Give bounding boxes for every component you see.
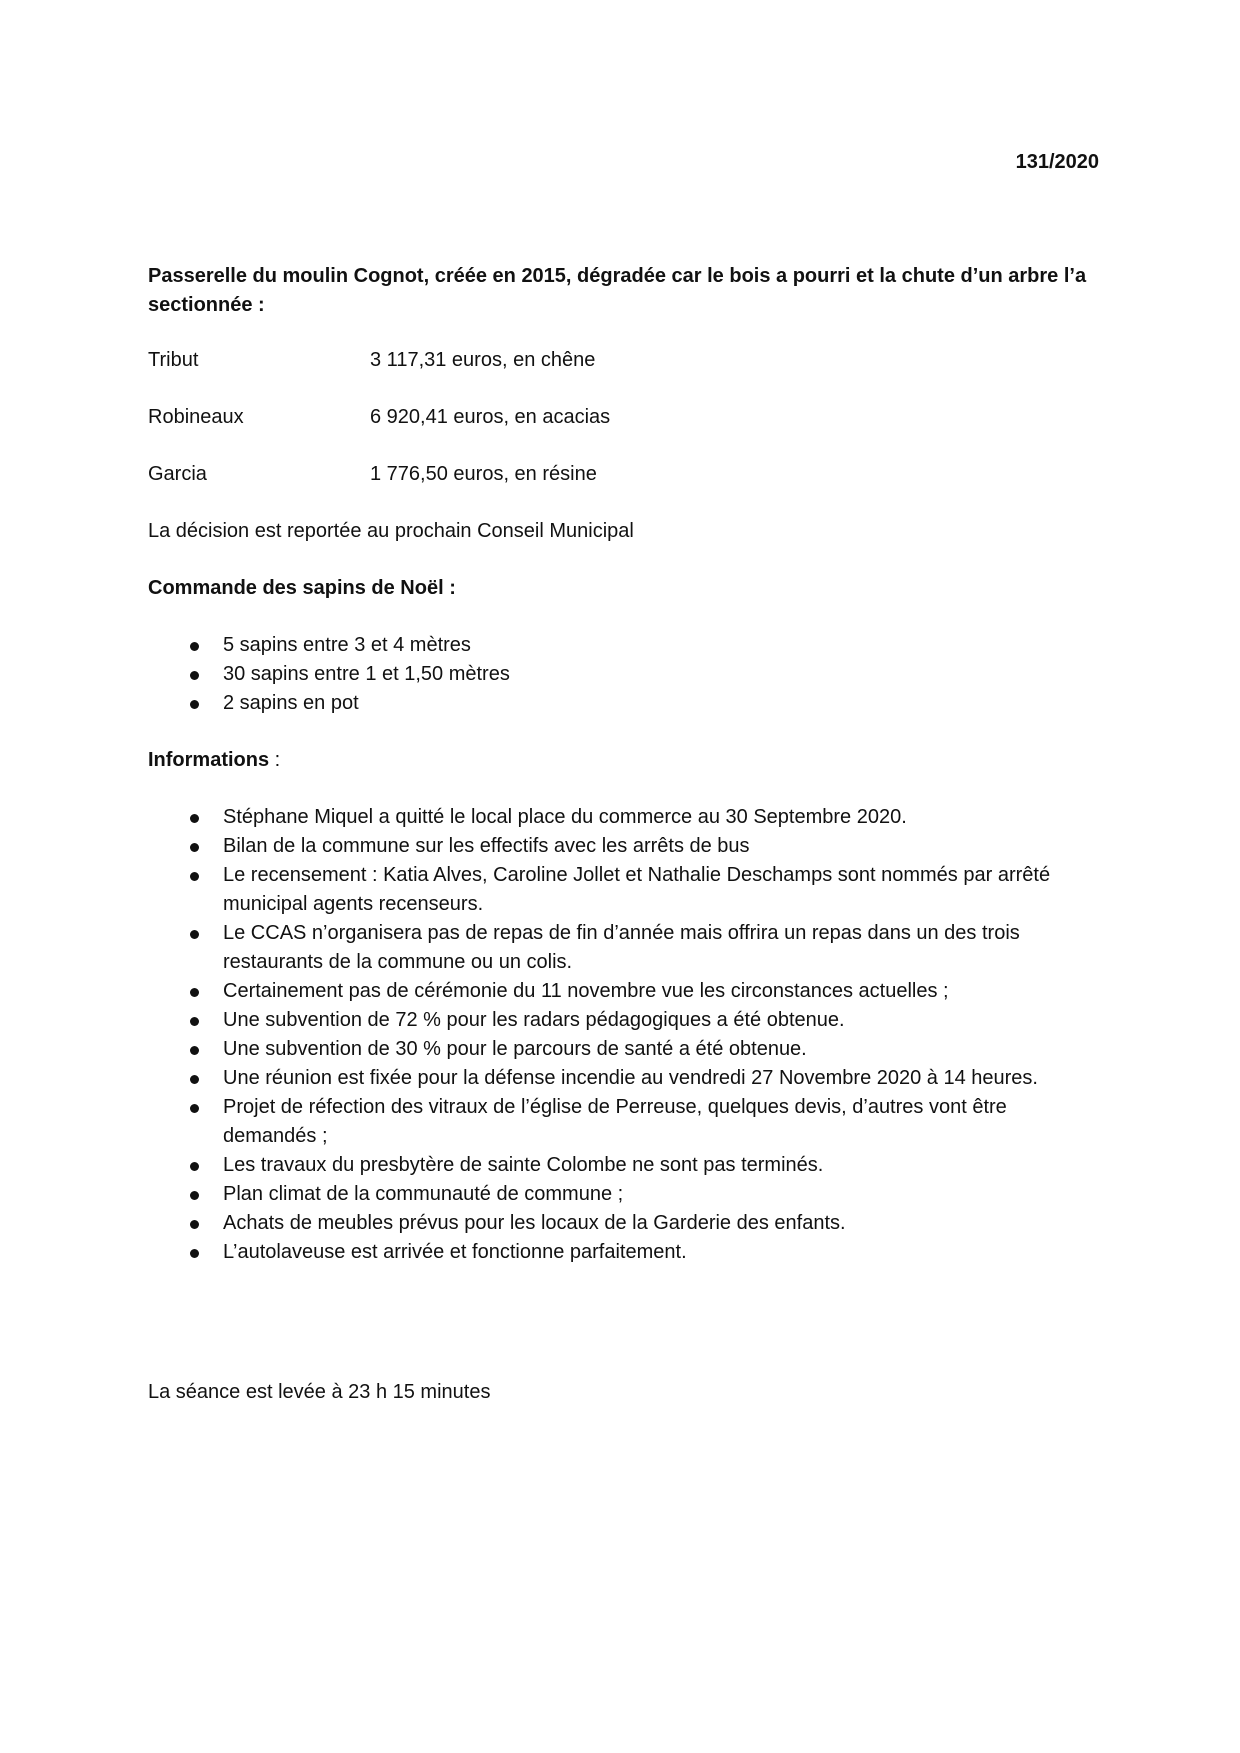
- informations-heading: [148, 746, 1098, 775]
- passerelle-heading: Passerelle du moulin Cognot, créée en 2015, dégradée car le bois a pourri et la chute d’un arbre l’a sectionnée :: [148, 265, 1087, 316]
- bullet-icon: [190, 843, 199, 852]
- bullet-icon: [190, 1162, 199, 1171]
- quote-vendor: Tribut: [148, 349, 199, 371]
- list-item-text: Le recensement : Katia Alves, Caroline Jollet et Nathalie Deschamps sont nommés par arrêté municipal agents recenseurs.: [223, 864, 1051, 915]
- page-number: 131/2020: [1015, 151, 1099, 173]
- closing-text: La séance est levée à 23 h 15 minutes: [148, 1381, 491, 1403]
- list-item: [148, 1209, 1098, 1238]
- list-item: [148, 631, 1098, 660]
- quote-vendor: Robineaux: [148, 406, 244, 428]
- quote-vendor: Garcia: [148, 463, 207, 485]
- list-item: [148, 832, 1098, 861]
- list-item-text: Projet de réfection des vitraux de l’église de Perreuse, quelques devis, d’autres vont être demandés ;: [223, 1096, 1007, 1147]
- list-item: [148, 1151, 1098, 1180]
- list-item-text: Les travaux du presbytère de sainte Colombe ne sont pas terminés.: [223, 1154, 824, 1176]
- list-item-text: Une réunion est fixée pour la défense incendie au vendredi 27 Novembre 2020 à 14 heures.: [223, 1067, 1038, 1089]
- bullet-icon: [190, 700, 199, 709]
- bullet-icon: [190, 1104, 199, 1113]
- bullet-icon: [190, 1017, 199, 1026]
- bullet-icon: [190, 1249, 199, 1258]
- sapins-list: [148, 631, 1098, 718]
- list-item: [148, 977, 1098, 1006]
- quote-row: [148, 346, 1098, 375]
- list-item-text: 5 sapins entre 3 et 4 mètres: [223, 634, 471, 656]
- bullet-icon: [190, 1220, 199, 1229]
- list-item: [148, 1064, 1098, 1093]
- list-item: [148, 1180, 1098, 1209]
- list-item: [148, 803, 1098, 832]
- bullet-icon: [190, 814, 199, 823]
- list-item-text: L’autolaveuse est arrivée et fonctionne parfaitement.: [223, 1241, 687, 1263]
- list-item: [148, 660, 1098, 689]
- informations-heading-label: Informations: [148, 749, 270, 771]
- list-item-text: Une subvention de 72 % pour les radars pédagogiques a été obtenue.: [223, 1009, 845, 1031]
- quote-row: [148, 460, 1098, 489]
- informations-list: [148, 803, 1098, 1267]
- decision-text: La décision est reportée au prochain Conseil Municipal: [148, 520, 634, 542]
- quote-amount: 1 776,50 euros, en résine: [370, 463, 597, 485]
- list-item: [148, 1093, 1098, 1151]
- list-item-text: Achats de meubles prévus pour les locaux de la Garderie des enfants.: [223, 1212, 846, 1234]
- list-item-text: 30 sapins entre 1 et 1,50 mètres: [223, 663, 510, 685]
- list-item-text: Une subvention de 30 % pour le parcours de santé a été obtenue.: [223, 1038, 807, 1060]
- bullet-icon: [190, 930, 199, 939]
- list-item-text: 2 sapins en pot: [223, 692, 359, 714]
- bullet-icon: [190, 642, 199, 651]
- list-item: [148, 1238, 1098, 1267]
- bullet-icon: [190, 988, 199, 997]
- document-body: [148, 262, 1098, 1267]
- list-item: [148, 919, 1098, 977]
- list-item-text: Stéphane Miquel a quitté le local place du commerce au 30 Septembre 2020.: [223, 806, 907, 828]
- quote-amount: 6 920,41 euros, en acacias: [370, 406, 611, 428]
- informations-heading-suffix: :: [269, 749, 281, 771]
- bullet-icon: [190, 1191, 199, 1200]
- bullet-icon: [190, 1075, 199, 1084]
- list-item-text: Le CCAS n’organisera pas de repas de fin d’année mais offrira un repas dans un des trois restaurants de la commune ou un colis.: [223, 922, 1020, 973]
- quote-row: [148, 403, 1098, 432]
- list-item-text: Bilan de la commune sur les effectifs avec les arrêts de bus: [223, 835, 750, 857]
- bullet-icon: [190, 1046, 199, 1055]
- list-item: [148, 861, 1098, 919]
- quotes-list: [148, 346, 1098, 489]
- list-item-text: Plan climat de la communauté de commune ;: [223, 1183, 624, 1205]
- list-item: [148, 1035, 1098, 1064]
- quote-amount: 3 117,31 euros, en chêne: [370, 349, 596, 371]
- list-item: [148, 1006, 1098, 1035]
- bullet-icon: [190, 671, 199, 680]
- list-item: [148, 689, 1098, 718]
- bullet-icon: [190, 872, 199, 881]
- sapins-heading: Commande des sapins de Noël :: [148, 577, 456, 599]
- list-item-text: Certainement pas de cérémonie du 11 novembre vue les circonstances actuelles ;: [223, 980, 949, 1002]
